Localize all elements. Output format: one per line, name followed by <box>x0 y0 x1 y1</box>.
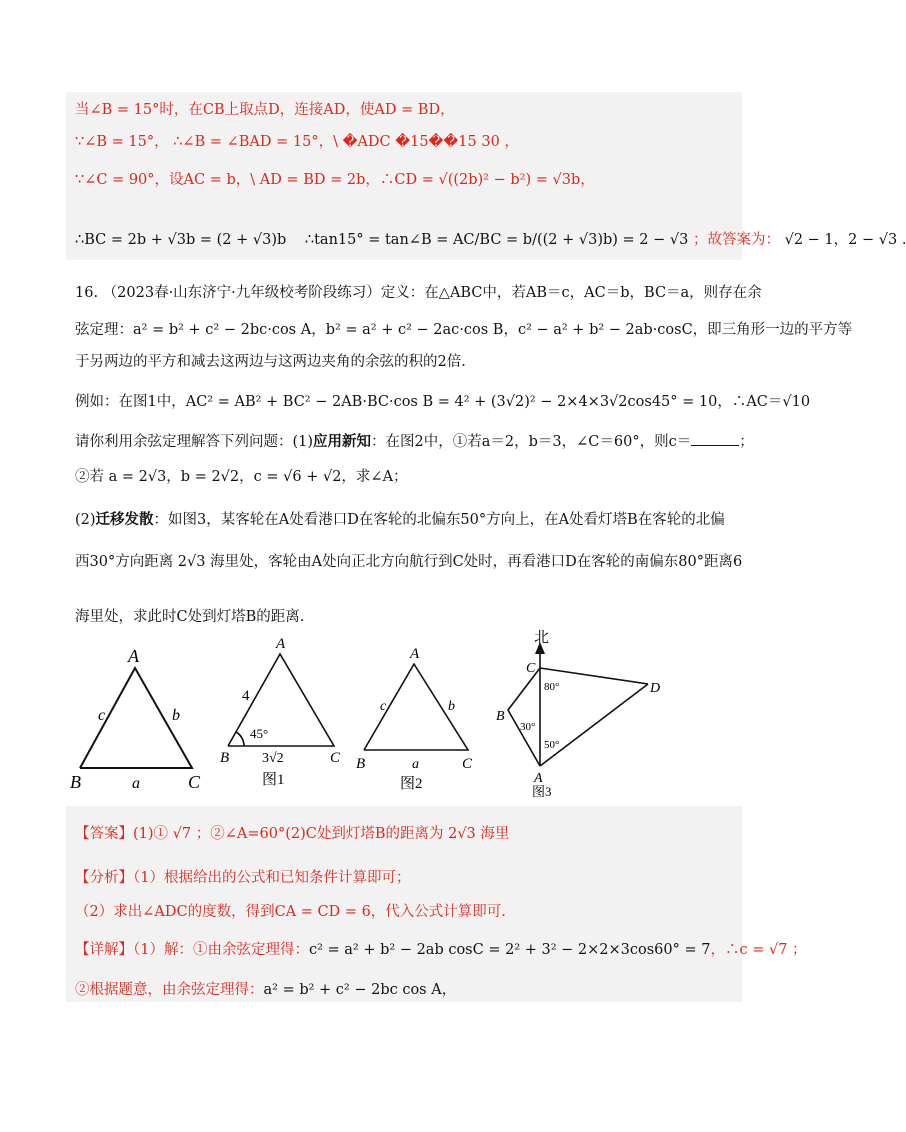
a5-formula: a² = b² + c² − 2bc cos A， <box>263 982 457 998</box>
top-line-3: ∵∠C = 90°，设AC = b，\ AD = BD = 2b，∴CD = √((2b)² − b²) = √3b， <box>75 172 595 188</box>
f0-label-B: B <box>70 772 81 792</box>
problem-line-8: 西30°方向距离 2√3 海里处，客轮由A处向正北方向航行到C处时，再看港口D在客轮的南偏东80°距离6 <box>75 554 743 570</box>
p5-bold: 应用新知 <box>313 433 372 450</box>
f3-label-C: C <box>526 661 536 676</box>
f1-base: 3√2 <box>262 751 284 766</box>
f2-label-A: A <box>410 646 420 662</box>
f0-label-C: C <box>188 772 201 792</box>
p5-lead: 请你利用余弦定理解答下列问题：(1) <box>75 434 314 450</box>
f2-label-C: C <box>462 756 473 772</box>
f3-angle-50: 50° <box>544 739 560 751</box>
f3-label-B: B <box>496 709 505 724</box>
f0-label-a: a <box>132 775 140 792</box>
f3-north: 北 <box>534 630 550 646</box>
f0-label-b: b <box>172 707 180 724</box>
answer-line-1: 【答案】(1)① √7 ；②∠A=60°(2)C处到灯塔B的距离为 2√3 海里 <box>75 826 510 842</box>
f3-caption: 图3 <box>532 784 552 799</box>
tan-expression: ∴tan15° = tan∠B = AC/BC = b/((2 + √3)b) = 2 − √3 <box>304 232 689 248</box>
answer-values: √2 − 1，2 − √3 . <box>784 232 906 248</box>
p7-tail: ：如图3，某客轮在A处看港口D在客轮的北偏东50°方向上，在A处看灯塔B在客轮的北偏 <box>153 512 725 528</box>
f1-side: 4 <box>242 688 250 704</box>
problem-line-3: 于另两边的平方和减去这两边与这两边夹角的余弦的积的2倍. <box>75 354 466 370</box>
f3-label-D: D <box>650 681 661 696</box>
f0-label-c: c <box>98 707 106 724</box>
figures-area <box>0 628 800 808</box>
top-line-2: ∵∠B = 15°， ∴∠B = ∠BAD = 15°，\ �ADC �15��15 30 ， <box>75 134 519 150</box>
problem-line-7 <box>75 508 725 529</box>
f2-label-B: B <box>356 756 366 772</box>
f2-label-b: b <box>448 699 455 714</box>
f1-label-C: C <box>330 750 341 766</box>
f3-label-A: A <box>534 771 543 786</box>
answer-prefix: ；故答案为： <box>692 232 780 248</box>
answer-line-2: 【分析】（1）根据给出的公式和已知条件计算即可； <box>75 870 411 886</box>
a4-tail: ，∴c = √7 ； <box>710 942 807 958</box>
answer-blank <box>691 433 739 446</box>
f2-label-a: a <box>412 757 419 772</box>
problem-line-4: 例如：在图1中，AC² = AB² + BC² − 2AB·BC·cos B = 4² + (3√2)² − 2×4×3√2cos45° = 10，∴AC＝√10 <box>75 394 811 410</box>
answer-line-5 <box>75 978 456 999</box>
answer-line-4 <box>75 938 807 959</box>
f2-label-c: c <box>380 699 387 714</box>
bc-expression: ∴BC = 2b + √3b = (2 + √3)b <box>75 232 287 248</box>
top-line-1: 当∠B = 15°时，在CB上取点D，连接AD，使AD = BD， <box>75 102 455 118</box>
f1-label-B: B <box>220 750 230 766</box>
a4-lead: 【详解】（1）解：①由余弦定理得： <box>75 942 309 958</box>
f0-label-A: A <box>128 646 139 666</box>
p5-tail: ：在图2中，①若a＝2，b＝3，∠C＝60°，则c＝ <box>371 434 692 450</box>
f3-angle-80: 80° <box>544 681 560 693</box>
f1-angle: 45° <box>250 726 269 741</box>
f1-caption: 图1 <box>262 772 285 788</box>
p5-end: ； <box>739 434 754 450</box>
problem-line-9: 海里处，求此时C处到灯塔B的距离. <box>75 609 305 625</box>
problem-line-1: 16. （2023春·山东济宁·九年级校考阶段练习）定义：在△ABC中，若AB＝c，AC＝b，BC＝a，则存在余 <box>75 285 762 301</box>
f2-caption: 图2 <box>400 776 423 792</box>
answer-line-3: （2）求出∠ADC的度数，得到CA = CD = 6，代入公式计算即可. <box>75 904 506 920</box>
problem-line-5 <box>75 430 754 451</box>
a5-lead: ②根据题意，由余弦定理得： <box>75 982 264 998</box>
p7-lead: (2) <box>75 512 96 528</box>
problem-line-2: 弦定理：a² = b² + c² − 2bc·cos A，b² = a² + c² − 2ac·cos B，c² − a² + b² − 2ab·cosC，即三角形一边的平方等 <box>75 322 853 338</box>
f3-angle-30: 30° <box>520 721 536 733</box>
a4-formula: c² = a² + b² − 2ab cosC = 2² + 3² − 2×2×3cos60° = 7 <box>308 942 711 958</box>
f1-label-A: A <box>276 636 286 652</box>
top-line-4 <box>75 228 906 249</box>
problem-line-6: ②若 a = 2√3，b = 2√2，c = √6 + √2，求∠A； <box>75 469 408 485</box>
p7-bold: 迁移发散 <box>95 511 154 528</box>
